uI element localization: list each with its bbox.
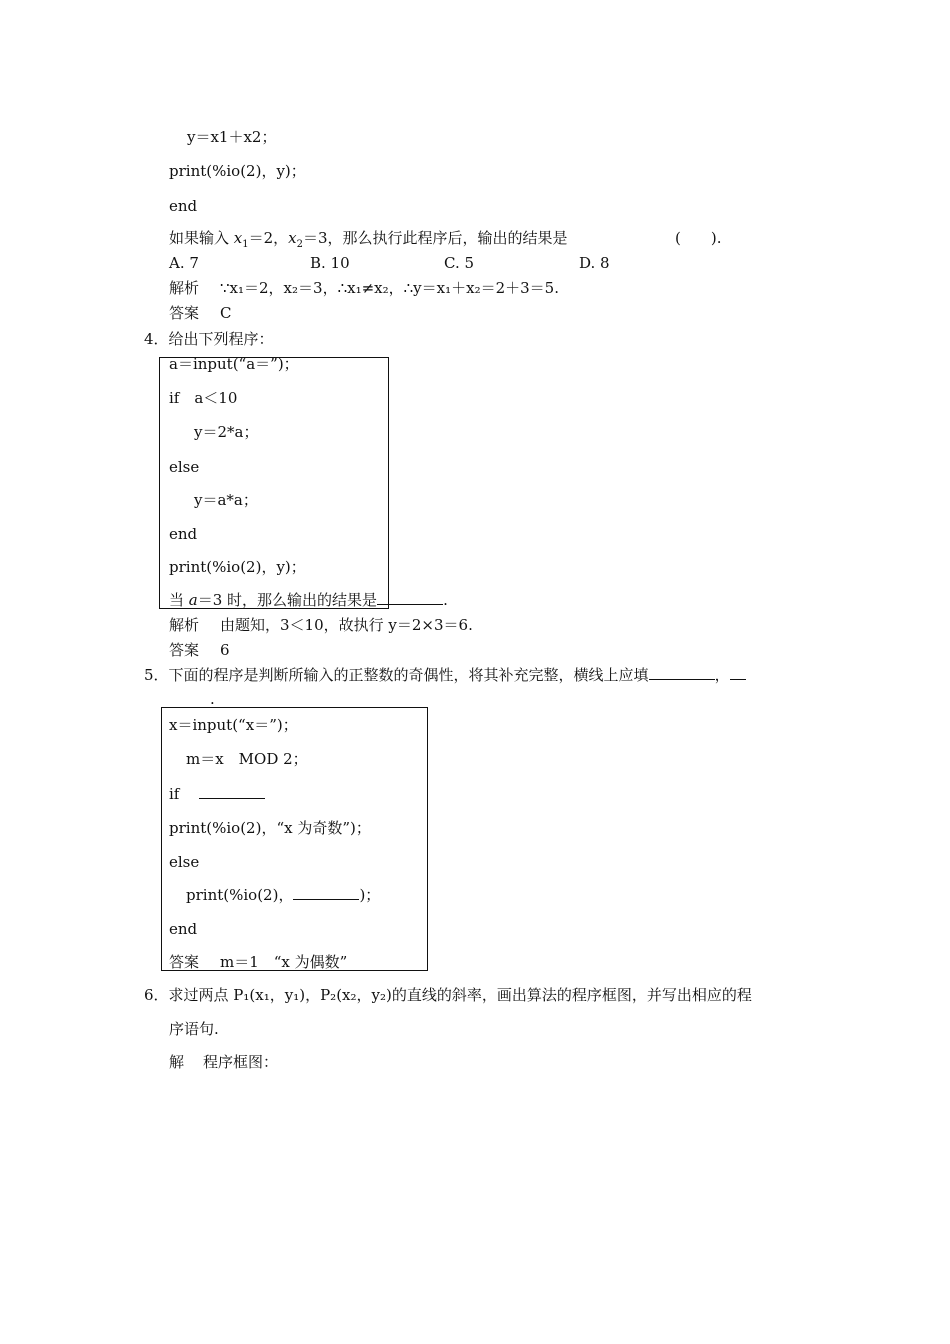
q4-analysis-label: 解析: [169, 616, 200, 634]
q3-question: 如果输入 $x_1=2$，$x_2=3$，那么执行此程序后，输出的结果是: [169, 229, 568, 250]
q5-answer-label: 答案: [169, 953, 200, 971]
q4-code-line-2: if a＜10: [169, 389, 238, 407]
q4-code-line-4: else: [169, 458, 200, 476]
q3-analysis-label: 解析: [169, 279, 200, 297]
q5-if-blank: [199, 798, 265, 799]
q3-option-d: D. 8: [579, 254, 610, 272]
q6-stem-line-1: 6．求过两点 P₁(x₁，y₁)，P₂(x₂，y₂)的直线的斜率，画出算法的程序框图，并写出相应的程: [144, 986, 752, 1004]
q5-stem: 5．下面的程序是判断所输入的正整数的奇偶性，将其补充完整，横线上应填 ，: [144, 666, 746, 684]
q5-code-line-3: if: [169, 785, 265, 803]
q3-analysis: ∵x₁＝2，x₂＝3，∴x₁≠x₂，∴y＝x₁＋x₂＝2＋3＝5.: [220, 279, 559, 297]
q5-stem-blank-2: [730, 679, 746, 680]
q5-code-line-6: print(%io(2)， )；: [186, 886, 381, 904]
q5-print-blank: [293, 899, 359, 900]
q3-answer-label: 答案: [169, 304, 200, 322]
q4-code-line-7: print(%io(2)，y)；: [169, 558, 306, 576]
q4-question: 当 a＝3 时，那么输出的结果是 .: [169, 591, 448, 609]
q6-stem-line-2: 序语句.: [169, 1020, 219, 1038]
q4-analysis: 由题知，3＜10，故执行 y＝2×3＝6.: [220, 616, 473, 634]
q4-answer-label: 答案: [169, 641, 200, 659]
q4-code-line-6: end: [169, 525, 198, 543]
q3-option-b: B. 10: [310, 254, 350, 272]
q5-stem-blank-2-cont: [144, 703, 210, 704]
q4-stem: 4．给出下列程序：: [144, 330, 274, 348]
q5-code-line-2: m＝x MOD 2；: [186, 750, 308, 768]
q5-stem-blank-1: [649, 679, 715, 680]
q5-code-box: [161, 707, 428, 971]
q3-option-c: C. 5: [444, 254, 475, 272]
q4-code-line-5: y＝a*a；: [194, 491, 258, 509]
q4-code-line-1: a＝input(“a＝”)；: [169, 355, 299, 373]
q3-option-a: A. 7: [169, 254, 199, 272]
q4-answer: 6: [220, 641, 230, 659]
q3-answer: C: [220, 304, 232, 322]
q5-code-line-7: end: [169, 920, 198, 938]
q3-code-line-3: end: [169, 197, 198, 215]
q4-answer-blank: [377, 604, 443, 605]
q5-code-line-5: else: [169, 853, 200, 871]
q5-code-line-1: x＝input(“x＝”)；: [169, 716, 298, 734]
q3-answer-paren: ( ).: [675, 229, 722, 247]
q3-code-line-2: print(%io(2)，y)；: [169, 162, 306, 180]
q6-solution: 程序框图：: [203, 1053, 279, 1071]
q5-answer: m＝1 “x 为偶数”: [220, 953, 348, 971]
q6-solution-label: 解: [169, 1053, 185, 1071]
q5-stem-cont: .: [144, 690, 215, 708]
q4-code-line-3: y＝2*a；: [194, 423, 259, 441]
q5-code-line-4: print(%io(2)，“x 为奇数”)；: [169, 819, 371, 837]
q3-code-line-1: y＝x1＋x2；: [187, 128, 277, 146]
